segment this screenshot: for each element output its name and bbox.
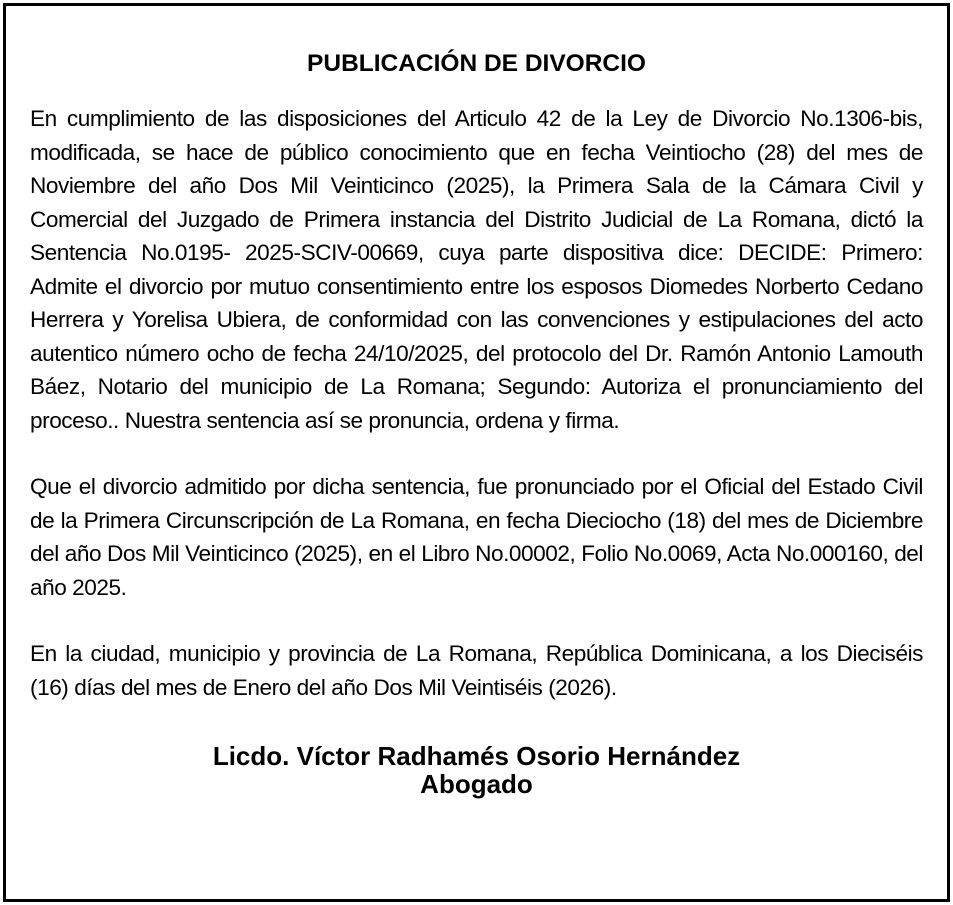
notice-content (30, 6, 923, 798)
signature-name: Licdo. Víctor Radhamés Osorio Hernández (212, 741, 741, 771)
notice-title: PUBLICACIÓN DE DIVORCIO (307, 50, 646, 77)
notice-frame (3, 3, 950, 902)
signature-block (30, 742, 923, 798)
notice-paragraph-pronouncement: Que el divorcio admitido por dicha sentencia, fue pronunciado por el Oficial del Estado Civil de la Primera Circunscripción de La Romana, en fecha Dieciocho (18) del mes de Diciembre del año Dos Mil Veinticinco (2025), en el Libro No.00002, Folio No.0069, Acta No.000160, del año 2025. (30, 474, 923, 600)
signature-role: Abogado (420, 769, 533, 799)
notice-paragraph-place-date: En la ciudad, municipio y provincia de La Romana, República Dominicana, a los Dieciséis (16) días del mes de Enero del año Dos Mil Veintiséis (2026). (30, 641, 923, 700)
notice-paragraph-ruling: En cumplimiento de las disposiciones del Articulo 42 de la Ley de Divorcio No.1306-bis, modificada, se hace de público conocimiento que en fecha Veintiocho (28) del mes de Noviembre del año Dos Mil Veinticinco (2025), la Primera Sala de la Cámara Civil y Comercial del Juzgado de Primera instancia del Distrito Judicial de La Romana, dictó la Sentencia No.0195- 2025-SCIV-00669, cuya parte dispositiva dice: DECIDE: Primero: Admite el divorcio por mutuo consentimiento entre los esposos Diomedes Norberto Cedano Herrera y Yorelisa Ubiera, de conformidad con las convenciones y estipulaciones del acto autentico número ocho de fecha 24/10/2025, del protocolo del Dr. Ramón Antonio Lamouth Báez, Notario del municipio de La Romana; Segundo: Autoriza el pronunciamiento del proceso.. Nuestra sentencia así se pronuncia, ordena y firma. (30, 106, 923, 433)
